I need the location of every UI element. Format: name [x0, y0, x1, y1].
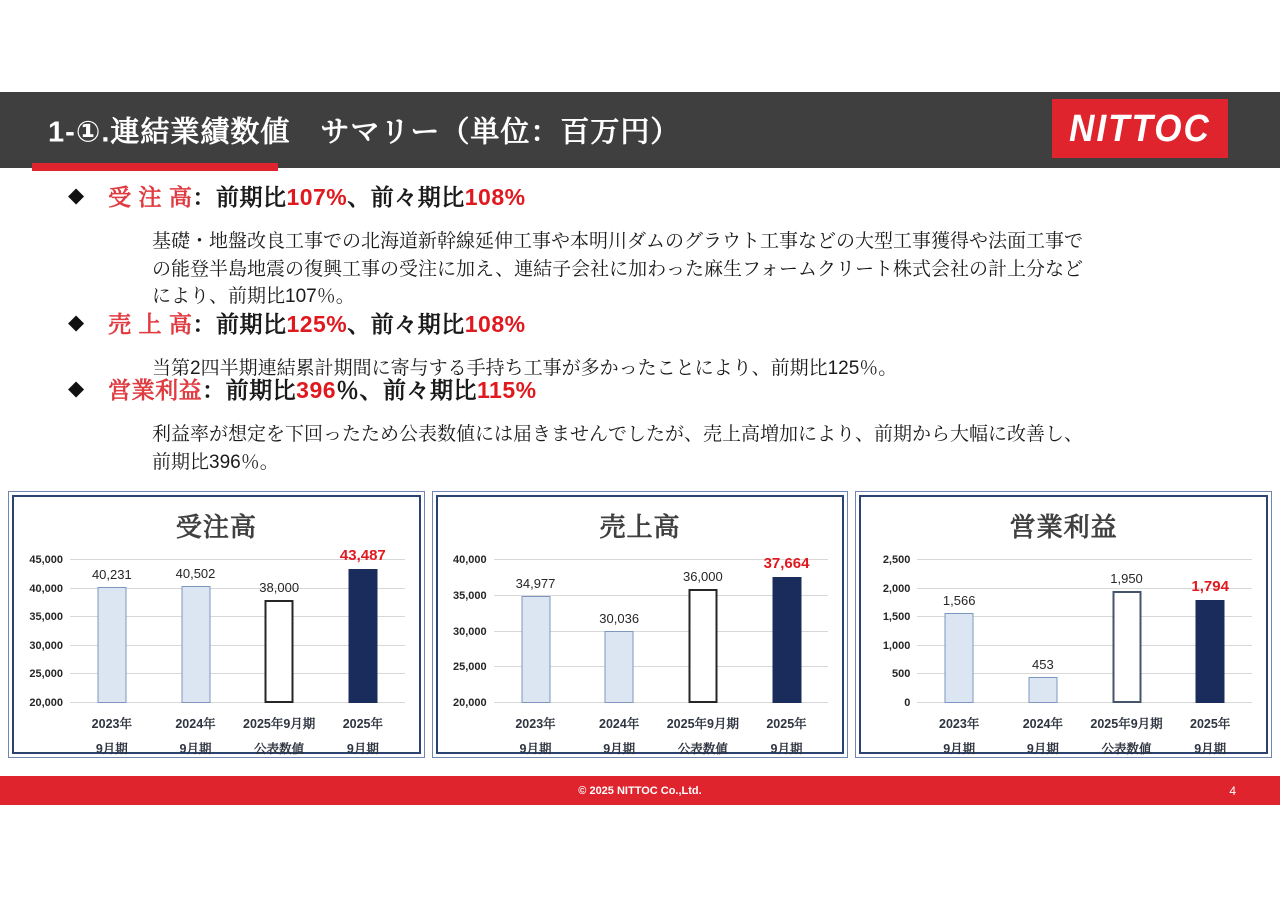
page-title: 1-①.連結業績数値 サマリー（単位：百万円） — [48, 116, 681, 149]
headline-segment: 売 上 高 — [108, 311, 193, 337]
bar-value-label: 37,664 — [763, 554, 810, 572]
y-axis-tick-label: 25,000 — [29, 668, 63, 681]
charts-row — [8, 491, 1272, 758]
headline-segment: ：前期比 — [202, 377, 297, 403]
light-bar — [945, 613, 974, 703]
bullet-orders — [0, 179, 1280, 311]
category-label — [661, 712, 745, 762]
bar-value-label: 34,977 — [515, 575, 556, 591]
y-axis-tick-label: 20,000 — [453, 697, 487, 709]
bullet-headline — [0, 306, 1280, 339]
body-line: の能登半島地震の復興工事の受注に加え、連結子会社に加わった麻生フォームクリート株式会社の計上分など — [152, 258, 1084, 280]
chart-frame — [859, 495, 1268, 754]
bullet-headline — [0, 372, 1280, 405]
chart-operating-profit — [855, 491, 1272, 758]
body-line: 前期比396％。 — [152, 451, 279, 473]
category-label — [745, 712, 829, 762]
headline-segment: 125% — [286, 311, 348, 337]
highlight-bar — [772, 577, 801, 703]
headline-segment: 107% — [286, 184, 348, 210]
body-line: 当第2四半期連結累計期間に寄与する手持ち工事が多かったことにより、前期比125％。 — [152, 358, 898, 379]
chart-plot-area — [882, 554, 1252, 709]
bar-slot — [917, 560, 1001, 703]
category-label-line: 2025年 — [342, 717, 383, 731]
bullet-body-text — [152, 228, 1280, 311]
category-label-line: 2025年9月期 — [243, 717, 316, 731]
bullet-operating-profit — [0, 372, 1280, 476]
published-bar — [265, 600, 294, 703]
category-label-line: 公表数値 — [254, 742, 305, 756]
published-bar — [688, 589, 717, 703]
bar-value-label: 43,487 — [339, 546, 386, 564]
category-label — [1168, 712, 1252, 762]
light-bar — [521, 596, 550, 703]
headline-segment: ：前期比 — [192, 311, 287, 337]
bar-slot — [1168, 560, 1252, 703]
category-label — [1085, 712, 1169, 762]
chart-title: 売上高 — [599, 512, 681, 542]
diamond-bullet-icon: ◆ — [68, 311, 85, 334]
bullet-headline-text — [108, 306, 525, 339]
headline-segment: ％、前々期比 — [336, 377, 478, 403]
category-label-line: 公表数値 — [677, 742, 728, 756]
bar-slot — [661, 560, 745, 703]
category-label — [70, 712, 154, 762]
y-axis-tick-label: 35,000 — [453, 589, 487, 602]
category-label — [321, 712, 405, 762]
category-label-line: 2024年 — [1022, 717, 1063, 731]
body-line: により、前期比107％。 — [152, 286, 355, 307]
category-label-line: 9月期 — [519, 742, 552, 756]
category-label — [237, 712, 321, 762]
bar-slots — [917, 560, 1252, 703]
chart-title: 受注高 — [175, 512, 257, 542]
category-label-line: 2024年 — [599, 717, 640, 731]
bar-value-label: 40,502 — [175, 565, 216, 581]
category-label-line: 2025年9月期 — [666, 717, 739, 731]
headline-segment: 108% — [464, 184, 526, 210]
bar-slot — [1085, 560, 1169, 703]
y-axis-tick-label: 40,000 — [29, 582, 63, 595]
bar-value-label: 36,000 — [682, 568, 723, 584]
bar-value-label: 30,036 — [599, 611, 640, 627]
chart-title: 営業利益 — [1009, 512, 1118, 542]
light-bar — [97, 587, 126, 703]
headline-segment: 115% — [477, 377, 537, 403]
bullet-headline-text — [108, 372, 536, 405]
y-axis-tick-label: 45,000 — [29, 554, 63, 566]
chart-plot-area — [29, 546, 405, 709]
body-line: 基礎・地盤改良工事での北海道新幹線延伸工事や本明川ダムのグラウト工事などの大型工事獲得や法面工事で — [152, 231, 1084, 252]
bar-value-label: 40,231 — [91, 567, 132, 583]
chart-plot-area — [453, 554, 829, 709]
category-label-line: 9月期 — [1026, 742, 1059, 756]
published-bar — [1112, 591, 1141, 703]
category-label-line: 9月期 — [770, 742, 803, 756]
category-axis — [70, 712, 405, 762]
category-label-line: 2024年 — [175, 717, 216, 731]
category-label-line: 9月期 — [95, 742, 128, 756]
category-label-line: 9月期 — [346, 742, 379, 756]
category-label-line: 9月期 — [943, 742, 976, 756]
y-axis-tick-label: 2,500 — [882, 554, 911, 566]
bar-slot — [154, 560, 238, 703]
bar-slots — [70, 546, 405, 703]
y-axis-tick-label: 35,000 — [29, 611, 63, 624]
y-axis-tick-label: 2,000 — [882, 582, 911, 595]
bar-slot — [1001, 560, 1085, 703]
y-axis-tick-label: 30,000 — [29, 639, 63, 652]
headline-segment: 受 注 高 — [108, 184, 193, 210]
chart-frame — [436, 495, 845, 754]
headline-segment: 396 — [296, 377, 337, 403]
headline-segment: 、前々期比 — [347, 311, 465, 337]
category-label-line: 2025年 — [766, 717, 807, 731]
diamond-bullet-icon: ◆ — [68, 377, 85, 400]
header-bar — [0, 92, 1280, 168]
bar-value-label: 1,566 — [942, 593, 976, 609]
bar-value-label: 1,794 — [1191, 578, 1229, 596]
category-label-line: 9月期 — [1194, 742, 1227, 756]
y-axis-tick-label: 0 — [904, 697, 911, 709]
bar-slot — [321, 546, 405, 703]
bar-slot — [70, 560, 154, 703]
bullet-headline-text — [108, 179, 525, 212]
category-label-line: 2025年 — [1190, 717, 1231, 731]
bar-value-label: 1,950 — [1110, 571, 1143, 587]
bar-value-label: 38,000 — [259, 580, 300, 596]
copyright-text: © 2025 NITTOC Co.,Ltd. — [578, 784, 702, 797]
highlight-bar — [1196, 600, 1225, 703]
category-label-line: 2023年 — [939, 717, 980, 731]
category-label — [1001, 712, 1085, 762]
bar-slots — [494, 554, 829, 703]
bar-slot — [237, 560, 321, 703]
light-bar — [181, 586, 210, 703]
category-label — [917, 712, 1001, 762]
y-axis-tick-label: 500 — [891, 668, 911, 681]
y-axis-tick-label: 1,500 — [882, 611, 911, 624]
bar-slot — [494, 560, 578, 703]
y-axis-tick-label: 20,000 — [29, 697, 63, 709]
bullet-body-text — [152, 421, 1280, 476]
bullet-headline — [0, 179, 1280, 212]
highlight-bar — [348, 569, 377, 703]
category-label-line: 2023年 — [515, 717, 556, 731]
bar-value-label: 453 — [1031, 657, 1054, 673]
chart-frame — [12, 495, 421, 754]
y-axis-tick-label: 30,000 — [453, 625, 487, 638]
headline-segment: 営業利益 — [108, 377, 203, 403]
title-accent-underline — [32, 163, 278, 171]
y-axis-tick-label: 40,000 — [453, 554, 487, 566]
category-label-line: 2023年 — [91, 717, 132, 731]
y-axis-tick-label: 1,000 — [882, 639, 911, 652]
category-label — [494, 712, 578, 762]
category-label — [154, 712, 238, 762]
bar-slot — [745, 554, 829, 703]
category-label — [577, 712, 661, 762]
category-label-line: 2025年9月期 — [1090, 717, 1163, 731]
diamond-bullet-icon: ◆ — [68, 184, 85, 207]
light-bar — [1028, 677, 1057, 703]
category-label-line: 公表数値 — [1101, 742, 1152, 756]
light-bar — [605, 631, 634, 703]
bar-slot — [577, 560, 661, 703]
nittoc-logo — [1052, 99, 1228, 158]
headline-segment: 、前々期比 — [347, 184, 465, 210]
category-label-line: 9月期 — [179, 742, 212, 756]
headline-segment: 108% — [464, 311, 526, 337]
category-label-line: 9月期 — [603, 742, 636, 756]
y-axis-tick-label: 25,000 — [453, 661, 487, 674]
page-number: 4 — [1229, 783, 1236, 798]
chart-sales — [432, 491, 849, 758]
body-line: 利益率が想定を下回ったため公表数値には届きませんでしたが、売上高増加により、前期から大幅に改善し、 — [152, 424, 1084, 445]
headline-segment: ：前期比 — [192, 184, 287, 210]
category-axis — [494, 712, 829, 762]
logo-text: NITTOC — [1069, 106, 1211, 150]
chart-orders — [8, 491, 425, 758]
category-axis — [917, 712, 1252, 762]
footer-bar — [0, 776, 1280, 805]
